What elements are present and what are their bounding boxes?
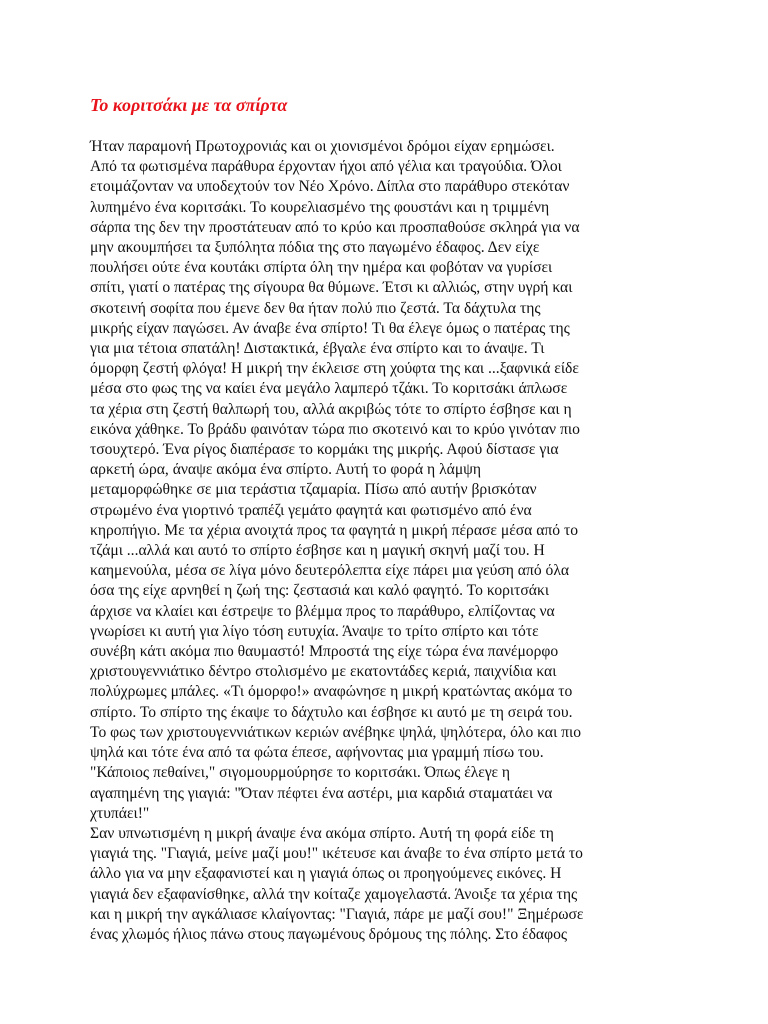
story-line: μέσα στο φως της να καίει ένα μεγάλο λαμπερό τζάκι. Το κοριτσάκι άπλωσε	[90, 380, 568, 398]
story-line: σκοτεινή σοφίτα που έμενε δεν θα ήταν πολύ πιο ζεστά. Τα δάχτυλα της	[90, 299, 541, 317]
document-title: Το κοριτσάκι με τα σπίρτα	[90, 95, 288, 115]
story-line: γιαγιά της. "Γιαγιά, μείνε μαζί μου!" ικέτευσε και άναβε το ένα σπίρτο μετά το	[90, 845, 583, 863]
story-line: μην ακουμπήσει τα ξυπόλητα πόδια της στο παγωμένο έδαφος. Δεν είχε	[90, 239, 540, 257]
story-line: όσα της είχε αρνηθεί η ζωή της: ζεστασιά και καλό φαγητό. Το κοριτσάκι	[90, 582, 550, 600]
story-line: εικόνα χάθηκε. Το βράδυ φαινόταν τώρα πιο σκοτεινό και το κρύο γινόταν πιο	[90, 420, 580, 438]
story-line: μεταμορφώθηκε σε μια τεράστια τζαμαρία. Πίσω από αυτήν βρισκόταν	[90, 481, 537, 499]
story-line: και η μικρή την αγκάλιασε κλαίγοντας: "Γιαγιά, πάρε με μαζί σου!" Ξημέρωσε	[90, 905, 584, 923]
story-line: ετοιμάζονταν να υποδεχτούν τον Νέο Χρόνο. Δίπλα στο παράθυρο στεκόταν	[90, 178, 570, 196]
story-line: "Κάποιος πεθαίνει," σιγομουρμούρησε το κοριτσάκι. Όπως έλεγε η	[90, 764, 511, 782]
document-page	[90, 94, 690, 945]
story-line: αρκετή ώρα, άναψε ακόμα ένα σπίρτο. Αυτή το φορά η λάμψη	[90, 461, 482, 479]
story-line: άλλο για να μην εξαφανιστεί και η γιαγιά όπως οι προηγούμενες εικόνες. Η	[90, 865, 562, 883]
story-line: λυπημένο ένα κοριτσάκι. Το κουρελιασμένο της φουστάνι και η τριμμένη	[90, 198, 550, 216]
story-line: καημενούλα, μέσα σε λίγα μόνο δευτερόλεπτα είχε πάρει μια γεύση από όλα	[90, 562, 570, 580]
story-line: αγαπημένη της γιαγιά: "Όταν πέφτει ένα αστέρι, μια καρδιά σταματάει να	[90, 784, 553, 802]
story-line: ψηλά και τότε ένα από τα φώτα έπεσε, αφήνοντας μια γραμμή πίσω του.	[90, 744, 544, 762]
story-line: τα χέρια στη ζεστή θαλπωρή του, αλλά ακριβώς τότε το σπίρτο έσβησε και η	[90, 400, 572, 418]
story-line: χριστουγεννιάτικο δέντρο στολισμένο με εκατοντάδες κεριά, παιχνίδια και	[90, 663, 557, 681]
story-line: τσουχτερό. Ένα ρίγος διαπέρασε το κορμάκι της μικρής. Αφού δίστασε για	[90, 441, 559, 459]
story-line: πουλήσει ούτε ένα κουτάκι σπίρτα όλη την ημέρα και φοβόταν να γυρίσει	[90, 259, 553, 277]
story-line: για μια τέτοια σπατάλη! Διστακτικά, έβγαλε ένα σπίρτο και το άναψε. Τι	[90, 340, 545, 358]
story-line: Σαν υπνωτισμένη η μικρή άναψε ένα ακόμα σπίρτο. Αυτή τη φορά είδε τη	[90, 824, 554, 842]
story-line: άρχισε να κλαίει και έστρεψε το βλέμμα προς το παράθυρο, ελπίζοντας να	[90, 602, 555, 620]
story-line: σπίτι, γιατί ο πατέρας της σίγουρα θα θύμωνε. Έτσι κι αλλιώς, στην υγρή και	[90, 279, 573, 297]
story-line: Από τα φωτισμένα παράθυρα έρχονταν ήχοι από γέλια και τραγούδια. Όλοι	[90, 158, 562, 176]
story-line: ένας χλωμός ήλιος πάνω στους παγωμένους δρόμους της πόλης. Στο έδαφος	[90, 925, 568, 943]
story-line: γνωρίσει κι αυτή για λίγο τόση ευτυχία. Άναψε το τρίτο σπίρτο και τότε	[90, 622, 539, 640]
story-body	[90, 137, 690, 945]
story-line: στρωμένο ένα γιορτινό τραπέζι γεμάτο φαγητά και φωτισμένο από ένα	[90, 501, 532, 519]
story-line: γιαγιά δεν εξαφανίσθηκε, αλλά την κοίταζε χαμογελαστά. Άνοιξε τα χέρια της	[90, 885, 578, 903]
story-line: μικρής είχαν παγώσει. Αν άναβε ένα σπίρτο! Τι θα έλεγε όμως ο πατέρας της	[90, 319, 570, 337]
story-line: πολύχρωμες μπάλες. «Τι όμορφο!» αναφώνησε η μικρή κρατώντας ακόμα το	[90, 683, 573, 701]
story-line: συνέβη κάτι ακόμα πιο θαυμαστό! Μπροστά της είχε τώρα ένα πανέμορφο	[90, 643, 559, 661]
story-line: Το φως των χριστουγεννιάτικων κεριών ανέβηκε ψηλά, ψηλότερα, όλο και πιο	[90, 723, 582, 741]
story-line: σπίρτο. Το σπίρτο της έκαψε το δάχτυλο και έσβησε κι αυτό με τη σειρά του.	[90, 703, 573, 721]
story-line: όμορφη ζεστή φλόγα! Η μικρή την έκλεισε στη χούφτα της και ...ξαφνικά είδε	[90, 360, 579, 378]
story-line: Ήταν παραμονή Πρωτοχρονιάς και οι χιονισμένοι δρόμοι είχαν ερημώσει.	[90, 138, 555, 155]
story-line: χτυπάει!"	[90, 804, 150, 822]
story-line: κηροπήγιο. Με τα χέρια ανοιχτά προς τα φαγητά η μικρή πέρασε μέσα από το	[90, 521, 579, 539]
story-line: σάρπα της δεν την προστάτευαν από το κρύο και προσπαθούσε σκληρά για να	[90, 218, 580, 236]
story-line: τζάμι ...αλλά και αυτό το σπίρτο έσβησε και η μαγική σκηνή μαζί του. Η	[90, 542, 545, 560]
